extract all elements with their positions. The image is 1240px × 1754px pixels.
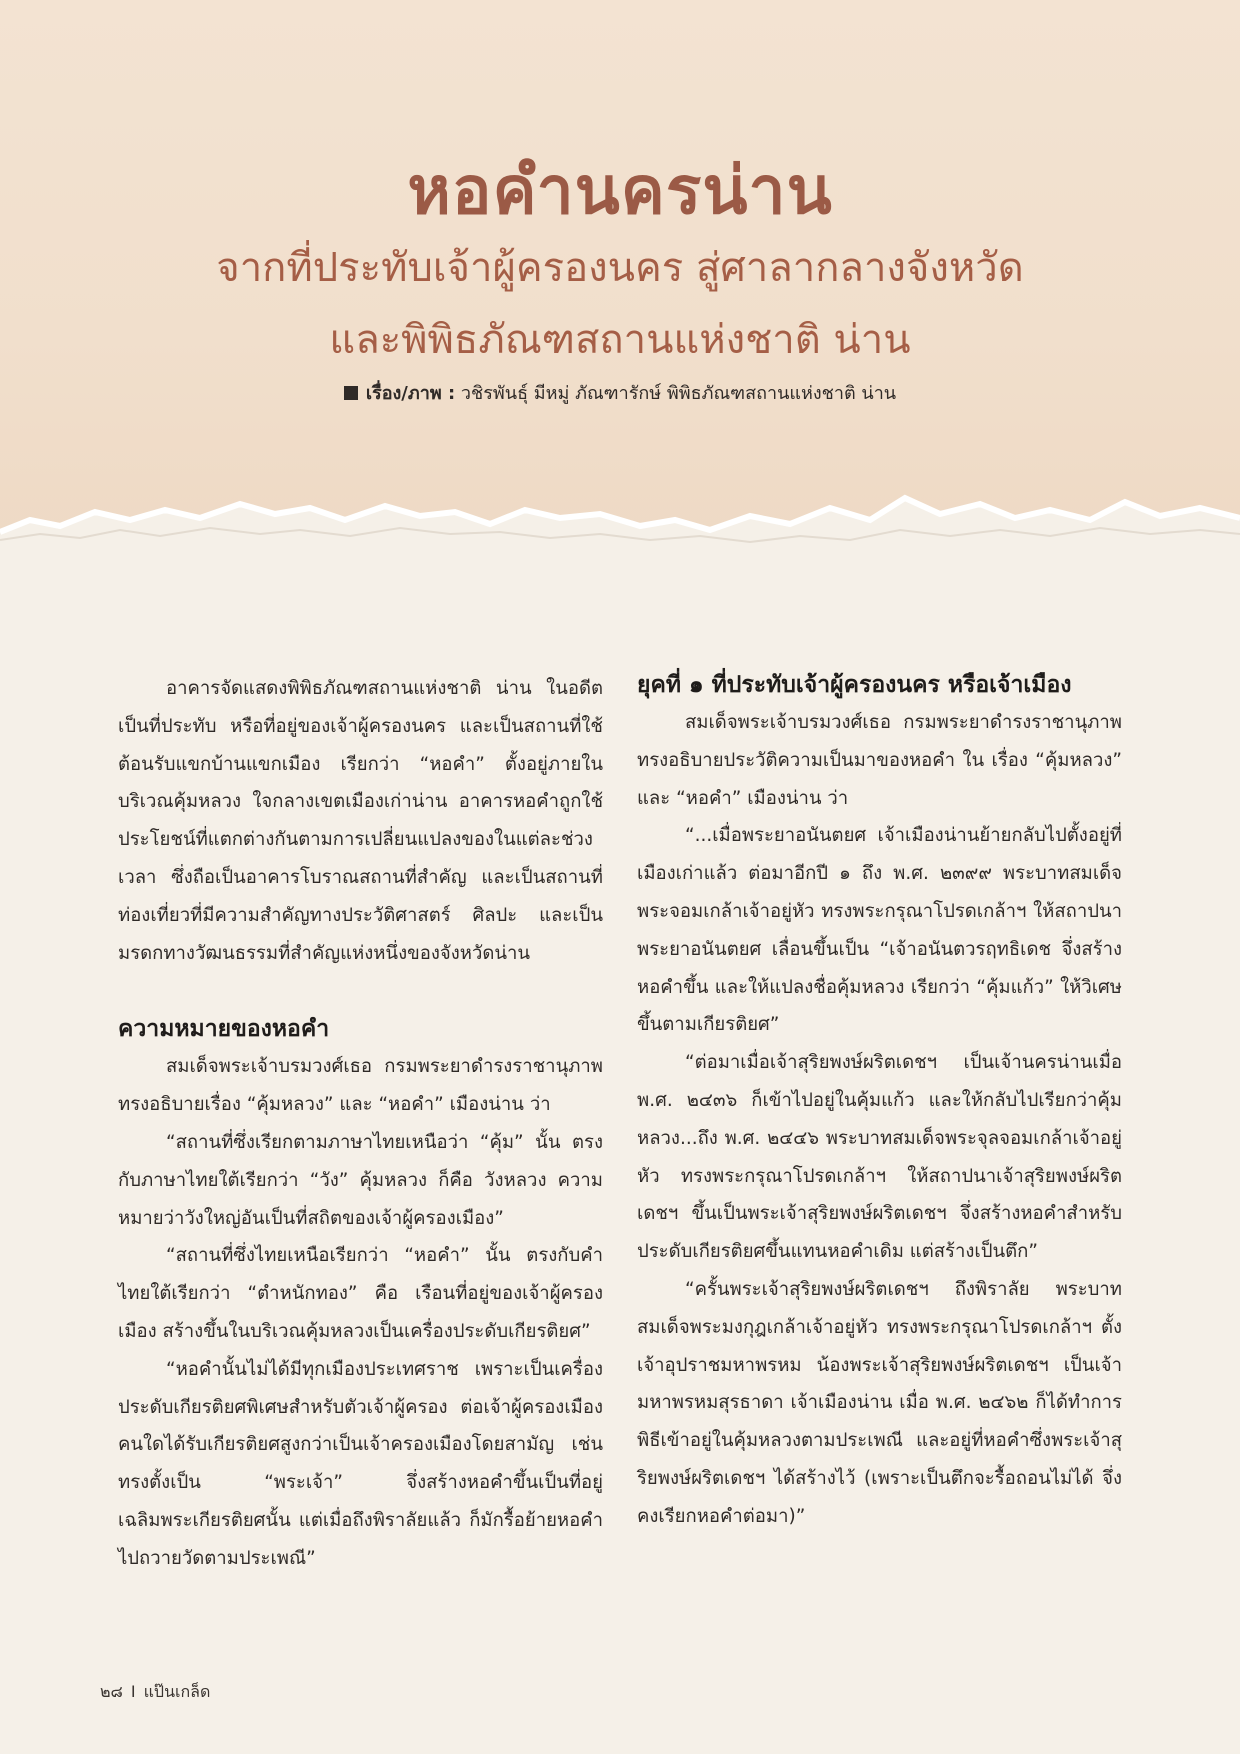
square-bullet-icon	[344, 386, 358, 400]
left-column	[118, 670, 603, 1578]
paragraph: “หอคำนั้นไม่ได้มีทุกเมืองประเทศราช เพราะเป็นเครื่องประดับเกียรติยศพิเศษสำหรับตัวเจ้าผู้ครอง ต่อเจ้าผู้ครองเมืองคนใดได้รับเกียรติยศสูงกว่าเป็นเจ้าครองเมืองโดยสามัญ เช่น ทรงตั้งเป็น “พระเจ้า” จึ่งสร้างหอคำขึ้นเป็นที่อยู่เฉลิมพระเกียรติยศนั้น แต่เมื่อถึงพิราลัยแล้ว ก็มักรื้อย้ายหอคำไปถวายวัดตามประเพณี”	[118, 1358, 603, 1569]
paragraph: “สถานที่ซึ่งเรียกตามภาษาไทยเหนือว่า “คุ้ม” นั้น ตรงกับภาษาไทยใต้เรียกว่า “วัง” คุ้มหลวง ก็คือ วังหลวง ความหมายว่าวังใหญ่อันเป็นที่สถิตของเจ้าผู้ครองเมือง”	[118, 1131, 603, 1229]
right-column	[637, 666, 1122, 1536]
paragraph: “...เมื่อพระยาอนันตยศ เจ้าเมืองน่านย้ายกลับไปตั้งอยู่ที่เมืองเก่าแล้ว ต่อมาอีกปี ๑ ถึง พ.ศ. ๒๓๙๙ พระบาทสมเด็จพระจอมเกล้าเจ้าอยู่หัว ทรงพระกรุณาโปรดเกล้าฯ ให้สถาปนาพระยาอนันตยศ เลื่อนขึ้นเป็น “เจ้าอนันตวรฤทธิเดช จึ่งสร้างหอคำขึ้น และให้แปลงชื่อคุ้มหลวง เรียกว่า “คุ้มแก้ว” ให้วิเศษขึ้นตามเกียรติยศ”	[637, 825, 1122, 1036]
footer-separator: I	[130, 1682, 136, 1701]
section-heading-meaning: ความหมายของหอคำ	[118, 1016, 330, 1043]
byline-label: เรื่อง/ภาพ :	[365, 383, 456, 404]
section-heading-era-1: ยุคที่ ๑ ที่ประทับเจ้าผู้ครองนคร หรือเจ้าเมือง	[637, 672, 1072, 698]
page-title: หอคำนครน่าน	[407, 152, 833, 229]
paragraph: “สถานที่ซึ่งไทยเหนือเรียกว่า “หอคำ” นั้น ตรงกับคำไทยใต้เรียกว่า “ตำหนักทอง” คือ เรือนที่อยู่ของเจ้าผู้ครองเมือง สร้างขึ้นในบริเวณคุ้มหลวงเป็นเครื่องประดับเกียรติยศ”	[118, 1245, 603, 1342]
paragraph: “ต่อมาเมื่อเจ้าสุริยพงษ์ผริตเดชฯ เป็นเจ้านครน่านเมื่อ พ.ศ. ๒๔๓๖ ก็เข้าไปอยู่ในคุ้มแก้ว และให้กลับไปเรียกว่าคุ้มหลวง...ถึง พ.ศ. ๒๔๔๖ พระบาทสมเด็จพระจุลจอมเกล้าเจ้าอยู่หัว ทรงพระกรุณาโปรดเกล้าฯ ให้สถาปนาเจ้าสุริยพงษ์ผริตเดชฯ ขึ้นเป็นพระเจ้าสุริยพงษ์ผริตเดชฯ จึ่งสร้างหอคำสำหรับประดับเกียรติยศขึ้นแทนหอคำเดิม แต่สร้างเป็นตึก”	[637, 1052, 1122, 1263]
byline	[0, 378, 1240, 407]
page-footer	[100, 1680, 210, 1705]
torn-paper-edge	[0, 490, 1240, 600]
page-number: ๒๘	[100, 1682, 123, 1701]
paragraph: “ครั้นพระเจ้าสุริยพงษ์ผริตเดชฯ ถึงพิราลัย พระบาทสมเด็จพระมงกุฎเกล้าเจ้าอยู่หัว ทรงพระกรุณาโปรดเกล้าฯ ตั้งเจ้าอุปราชมหาพรหม น้องพระเจ้าสุริยพงษ์ผริตเดชฯ เป็นเจ้ามหาพรหมสุรธาดา เจ้าเมืองน่าน เมื่อ พ.ศ. ๒๔๖๒ ก็ได้ทำการพิธีเข้าอยู่ในคุ้มหลวงตามประเพณี และอยู่ที่หอคำซึ่งพระเจ้าสุริยพงษ์ผริตเดชฯ ได้สร้างไว้ (เพราะเป็นตึกจะรื้อถอนไม่ได้ จึ่งคงเรียกหอคำต่อมา)”	[637, 1278, 1122, 1527]
intro-paragraph: อาคารจัดแสดงพิพิธภัณฑสถานแห่งชาติ น่าน ในอดีตเป็นที่ประทับ หรือที่อยู่ของเจ้าผู้ครองนคร และเป็นสถานที่ใช้ต้อนรับแขกบ้านแขกเมือง เรียกว่า “หอคำ” ตั้งอยู่ภายในบริเวณคุ้มหลวง ใจกลางเขตเมืองเก่าน่าน อาคารหอคำถูกใช้ประโยชน์ที่แตกต่างกันตามการเปลี่ยนแปลงของในแต่ละช่วงเวลา ซึ่งถือเป็นอาคารโบราณสถานที่สำคัญ และเป็นสถานที่ท่องเที่ยวที่มีความสำคัญทางประวัติศาสตร์ ศิลปะ และเป็นมรดกทางวัฒนธรรมที่สำคัญแห่งหนึ่งของจังหวัดน่าน	[118, 678, 603, 964]
paragraph: สมเด็จพระเจ้าบรมวงศ์เธอ กรมพระยาดำรงราชานุภาพทรงอธิบายเรื่อง “คุ้มหลวง” และ “หอคำ” เมืองน่าน ว่า	[118, 1056, 603, 1116]
subtitle-line-1: จากที่ประทับเจ้าผู้ครองนคร สู่ศาลากลางจังหวัด	[216, 245, 1024, 291]
magazine-name: แป๊นเกล็ด	[143, 1682, 211, 1701]
paragraph: สมเด็จพระเจ้าบรมวงศ์เธอ กรมพระยาดำรงราชานุภาพทรงอธิบายประวัติความเป็นมาของหอคำ ใน เรื่อง “คุ้มหลวง” และ “หอคำ” เมืองน่าน ว่า	[637, 712, 1122, 809]
byline-author: วชิรพันธุ์ มีหมู่ ภัณฑารักษ์ พิพิธภัณฑสถานแห่งชาติ น่าน	[460, 383, 897, 404]
subtitle-line-2: และพิพิธภัณฑสถานแห่งชาติ น่าน	[329, 317, 911, 363]
